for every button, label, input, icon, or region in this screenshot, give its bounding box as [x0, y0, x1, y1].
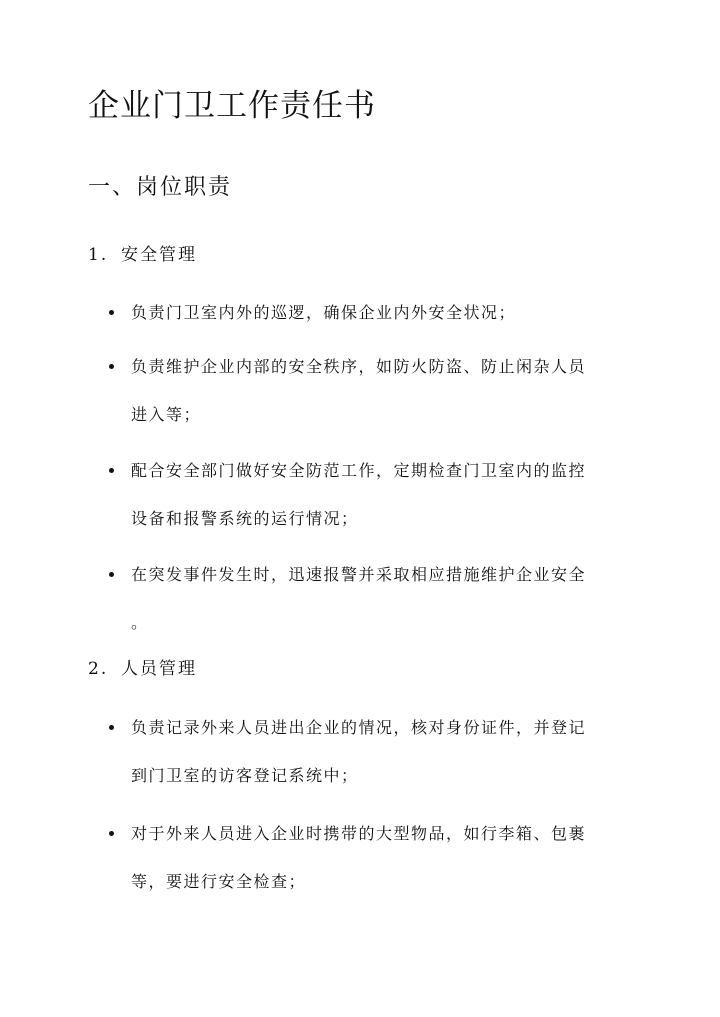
list-item: [0, 810, 621, 906]
security-duties-list: [0, 289, 720, 647]
subsection-title: 安全管理: [121, 245, 197, 265]
subsection-heading-security: [88, 241, 197, 269]
list-item: [0, 551, 621, 647]
bullet-icon: [109, 572, 114, 577]
personnel-duties-list: [0, 704, 720, 906]
list-item-line: 配合安全部门做好安全防范工作，定期检查门卫室内的监控: [131, 461, 587, 480]
list-item-line: 等，要进行安全检查；: [131, 872, 307, 891]
list-item-line: 负责记录外来人员进出企业的情况，核对身份证件，并登记: [131, 718, 587, 737]
bullet-icon: [109, 310, 114, 315]
list-item: [0, 343, 621, 439]
list-item: [0, 289, 621, 337]
bullet-icon: [109, 831, 114, 836]
list-item-line: 对于外来人员进入企业时携带的大型物品，如行李箱、包裹: [131, 824, 587, 843]
document-title: 企业门卫工作责任书: [88, 88, 376, 124]
bullet-icon: [109, 364, 114, 369]
list-item-line: 负责维护企业内部的安全秩序，如防火防盗、防止闲杂人员: [131, 357, 587, 376]
list-item: [0, 447, 621, 543]
list-item-line: 设备和报警系统的运行情况；: [131, 509, 359, 528]
subsection-heading-personnel: [88, 655, 197, 683]
list-item-line: 。: [131, 613, 149, 632]
subsection-number: 1.: [88, 245, 109, 265]
subsection-title: 人员管理: [121, 659, 197, 679]
list-item-line: 负责门卫室内外的巡逻，确保企业内外安全状况；: [131, 303, 517, 322]
list-item-line: 到门卫室的访客登记系统中；: [131, 766, 359, 785]
list-item-line: 在突发事件发生时，迅速报警并采取相应措施维护企业安全: [131, 565, 587, 584]
subsection-number: 2.: [88, 659, 109, 679]
list-item: [0, 704, 621, 800]
bullet-icon: [109, 725, 114, 730]
list-item-line: 进入等；: [131, 405, 202, 424]
section-heading-job-duties: 一、岗位职责: [88, 175, 233, 200]
bullet-icon: [109, 468, 114, 473]
